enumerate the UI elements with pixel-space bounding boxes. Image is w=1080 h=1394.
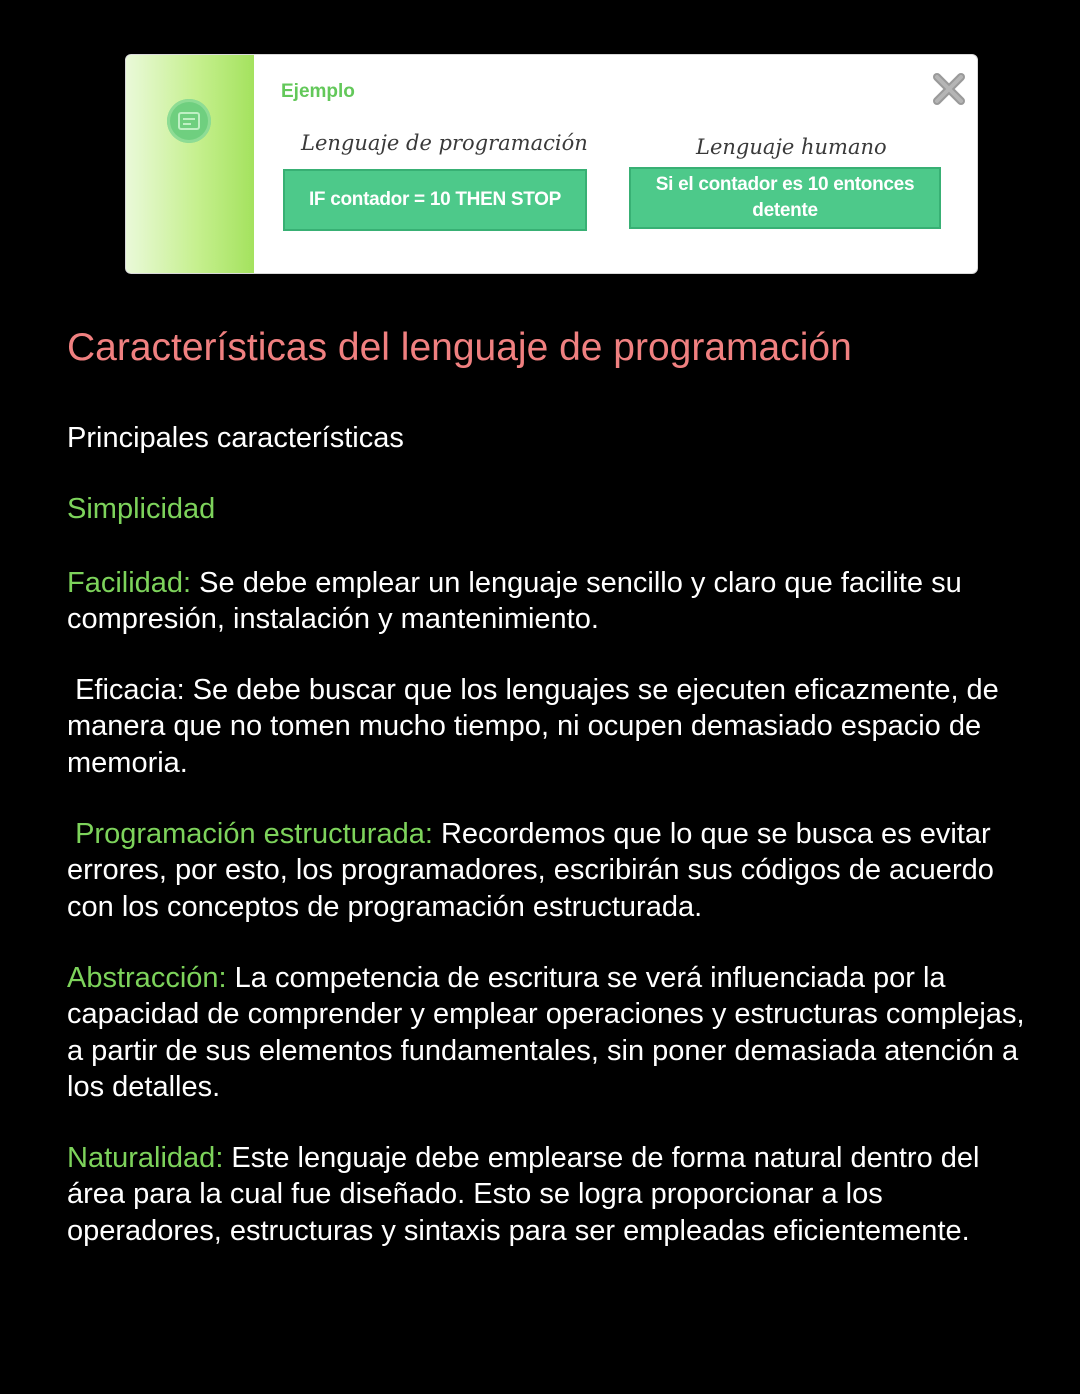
- paragraph-text: Recordemos que lo que se busca es evitar errores, por esto, los programadores, escribirán sus códigos de acuerdo con los conceptos de programación estructurada.: [67, 818, 994, 923]
- term-label: Naturalidad:: [67, 1142, 224, 1174]
- close-icon[interactable]: [931, 71, 967, 107]
- term-label: Abstracción:: [67, 962, 227, 994]
- example-title: Ejemplo: [281, 81, 355, 102]
- paragraph-text: Eficacia: Se debe buscar que los lenguajes se ejecuten eficazmente, de manera que no tomen mucho tiempo, ni ocupen demasiado espacio de memoria.: [67, 674, 1007, 779]
- subheading: Principales características: [67, 422, 404, 454]
- paragraph-facilidad: [67, 565, 1027, 638]
- page-title: Características del lenguaje de programación: [67, 326, 852, 369]
- paragraph-text: La competencia de escritura se verá influenciada por la capacidad de comprender y emplear operaciones y estructuras complejas, a partir de sus elementos fundamentales, sin poner demasiada atención a los detalles.: [67, 962, 1025, 1103]
- programming-code-box: IF contador = 10 THEN STOP: [283, 169, 587, 231]
- card-side-stripe: [126, 55, 254, 273]
- paragraph-text: Este lenguaje debe emplearse de forma natural dentro del área para la cual fue diseñado. Esto se logra proporcionar a los operadores, estructuras y sintaxis para ser empleadas eficientemente.: [67, 1142, 980, 1247]
- paragraph-text: Se debe emplear un lenguaje sencillo y claro que facilite su compresión, instalación y mantenimiento.: [67, 567, 962, 636]
- paragraph-eficacia: [67, 672, 1027, 781]
- example-card: [125, 54, 978, 274]
- term-label: Facilidad:: [67, 567, 192, 599]
- human-text-box: Si el contador es 10 entonces detente: [629, 167, 941, 229]
- programming-language-label: Lenguaje de programación: [301, 131, 588, 155]
- paragraph-abstraccion: [67, 960, 1027, 1105]
- term-label: Programación estructurada:: [67, 818, 433, 850]
- human-language-label: Lenguaje humano: [696, 135, 887, 159]
- section-title: Simplicidad: [67, 493, 216, 525]
- paragraph-naturalidad: [67, 1140, 1027, 1249]
- note-icon: [167, 99, 211, 143]
- paragraph-programacion-estructurada: [67, 816, 1027, 925]
